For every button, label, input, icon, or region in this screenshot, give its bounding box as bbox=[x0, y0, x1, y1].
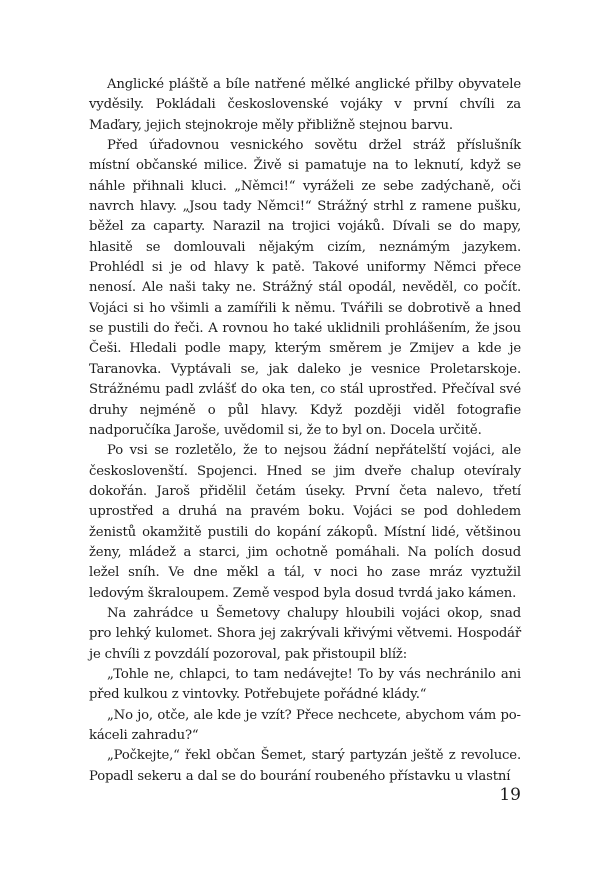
paragraph: Po vsi se rozletělo, že to nejsou žádní nepřátelští vojáci, ale českoslovenští. Spojenci. Hned se jim dveře chalup otevíraly dokořán. Jaroš přidělil četám úseky. První četa nalevo, třetí uprostřed a druhá na pravém boku. Vojáci se pod dohledem ženistů okamžitě pustili do kopání zákopů. Místní lidé, většinou ženy, mládež a starci, jim ochotně pomáhali. Na polích dosud ležel sníh. Ve dne měkl a tál, v noci ho zase mráz vyztužil ledovým škraloupem. Země vespod byla dosud tvrdá jako kámen. bbox=[89, 443, 521, 601]
paragraph: Anglické pláště a bíle natřené mělké anglické přilby obyvatele vyděsily. Pokládali československé vojáky v první chvíli za Maďary, jejich stejnokroje měly přibližně stejnou barvu. bbox=[89, 77, 521, 133]
paragraph: „No jo, otče, ale kde je vzít? Přece nechcete, abychom vám pokáceli zahradu?“ bbox=[89, 707, 521, 743]
body-text bbox=[89, 75, 521, 787]
paragraph: Před úřadovnou vesnického sovětu držel stráž příslušník místní občanské milice. Živě si pamatuje na to leknutí, když se náhle přihnali kluci. „Němci!“ vyráželi ze sebe zadýchaně, oči navrch hlavy. „Jsou tady Němci!“ Strážný strhl z ramene pušku, běžel za caparty. Narazil na trojici vojáků. Dívali se do mapy, hlasitě se domlouvali nějakým cizím, neznámým jazykem. Prohlédl si je od hlavy k patě. Takové uniformy Němci přece nenosí. Ale naši taky ne. Strážný stál opodál, nevěděl, co počít. Vojáci si ho všimli a zamířili k němu. Tvářili se dobrotivě a hned se pustili do řeči. A rovnou ho také uklidnili prohlášením, že jsou Češi. Hledali podle mapy, kterým směrem je Zmijev a kde je Taranovka. Vyptávali se, jak daleko je vesnice Proletarskoje. Strážnému padl zvlášť do oka ten, co stál uprostřed. Přečíval své druhy nejméně o půl hlavy. Když později viděl fotografie nadporučíka Jaroše, uvědomil si, že to byl on. Docela určitě. bbox=[89, 138, 521, 438]
paragraph: „Tohle ne, chlapci, to tam nedávejte! To by vás nechránilo ani před kulkou z vintovky. Potřebujete pořádné klády.“ bbox=[89, 666, 521, 703]
paragraph: Na zahrádce u Šemetovy chalupy hloubili vojáci okop, snad pro lehký kulomet. Shora jej zakrývali křivými větvemi. Hospodář je chvíli z povzdálí pozoroval, pak přistoupil blíž: bbox=[89, 605, 521, 662]
paragraph: „Počkejte,“ řekl občan Šemet, starý partyzán ještě z revoluce. Popadl sekeru a dal se do bourání roubeného přístavku u vlastní bbox=[89, 748, 521, 784]
page-number: 19 bbox=[499, 785, 521, 805]
